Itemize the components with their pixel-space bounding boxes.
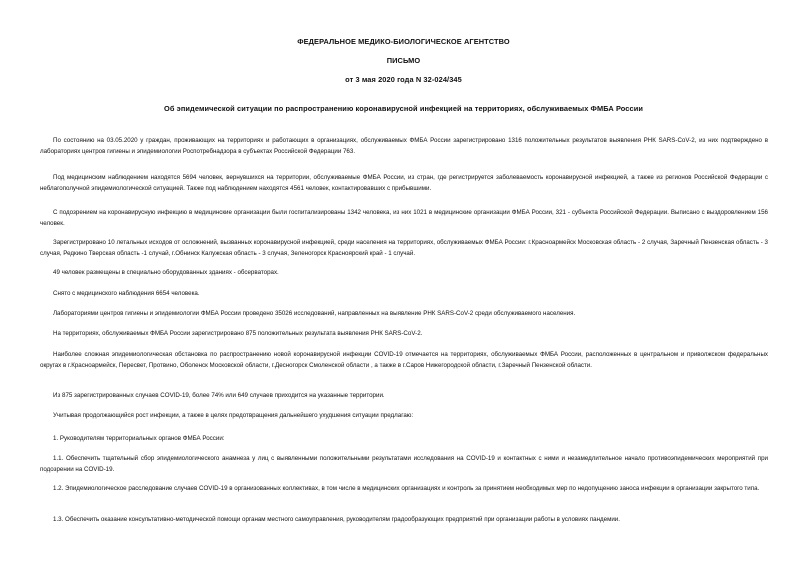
paragraph: По состоянию на 03.05.2020 у граждан, проживающих на территориях и работающих в организациях, обслуживаемых ФМБА России зарегистрировано 1316 положительных результатов выявления РНК SARS-CoV-2, из них подтверждено в лабораториях центров гигиены и эпидемиологии Роспотребнадзора в субъектах Российской Федерации 763. <box>40 137 768 155</box>
document-type: ПИСЬМО <box>386 56 421 65</box>
document-title: Об эпидемической ситуации по распространению коронавирусной инфекцией на территориях, обслуживаемых ФМБА России <box>163 104 644 113</box>
paragraph: 1.1. Обеспечить тщательный сбор эпидемиологического анамнеза у лиц с выявленными положительными результатами исследования на COVID-19 и контактных с ними и незамедлительное начало противоэпидемических мероприятий при подозрении на COVID-19. <box>40 455 768 473</box>
agency-name: ФЕДЕРАЛЬНОЕ МЕДИКО-БИОЛОГИЧЕСКОЕ АГЕНТСТВО <box>297 37 510 46</box>
paragraph: Зарегистрировано 10 летальных исходов от осложнений, вызванных коронавирусной инфекцией, среди населения на территориях, обслуживаемых ФМБА России: г.Красноармейск Московская область - 2 случая, Заречный Пензенская область - 3 случая, Редкино Тверская область -1 случай, г.Обнинск Калужская область - 3 случая, Зеленогорск Красноярский край - 1 случай. <box>40 239 768 257</box>
document-date-number: от 3 мая 2020 года N 32-024/345 <box>345 75 462 84</box>
paragraph: 1.2. Эпидемиологическое расследование случаев COVID-19 в организованных коллективах, в том числе в медицинских организациях и контроль за принятием необходимых мер по недопущению заноса инфекции в организации закрытого типа. <box>53 485 760 492</box>
paragraph: 49 человек размещены в специально оборудованных зданиях - обсерваторах. <box>53 269 279 276</box>
paragraph: Снято с медицинского наблюдения 6654 человека. <box>53 290 200 297</box>
paragraph: На территориях, обслуживаемых ФМБА России зарегистрировано 875 положительных результата выявления РНК SARS-CoV-2. <box>53 330 423 337</box>
paragraph: Из 875 зарегистрированных случаев COVID-19, более 74% или 649 случаев приходится на указанные территории. <box>53 392 385 399</box>
paragraph: 1. Руководителям территориальных органов ФМБА России: <box>53 435 225 442</box>
paragraph: С подозрением на коронавирусную инфекцию в медицинские организации были госпитализированы 1342 человека, из них 1021 в медицинские организации ФМБА России, 321 - субъекта Российской Федерации. Выписано с выздоровлением 156 человек. <box>40 209 768 227</box>
paragraph: Под медицинским наблюдением находятся 5694 человек, вернувшихся на территории, обслуживаемые ФМБА России, из стран, где регистрируется заболеваемость коронавирусной инфекцией, а также из регионов Российской Федерации с неблагополучной эпидемиологической ситуацией. Также под наблюдением находятся 4561 человек, контактировавших с прибывшими. <box>40 174 768 192</box>
paragraph: Лабораториями центров гигиены и эпидемиологии ФМБА России проведено 35026 исследований, направленных на выявление РНК SARS-CoV-2 среди обслуживаемого населения. <box>53 310 576 317</box>
paragraph: Наиболее сложная эпидемиологическая обстановка по распространению новой коронавирусной инфекции COVID-19 отмечается на территориях, обслуживаемых ФМБА России, расположенных в центральном и приволжском федеральных округах в г.Красноармейск, Пересвет, Протвино, Оболенск Московской области, г.Десногорск Смоленской области , а также в г.Саров Нижегородской области, г.Заречный Пензенской области. <box>40 351 768 369</box>
paragraph: Учитывая продолжающийся рост инфекции, а также в целях предотвращения дальнейшего ухудшения ситуации предлагаю: <box>53 412 414 419</box>
paragraph: 1.3. Обеспечить оказание консультативно-методической помощи органам местного самоуправления, руководителям градообразующих предприятий при организации работы в условиях пандемии. <box>53 516 620 523</box>
